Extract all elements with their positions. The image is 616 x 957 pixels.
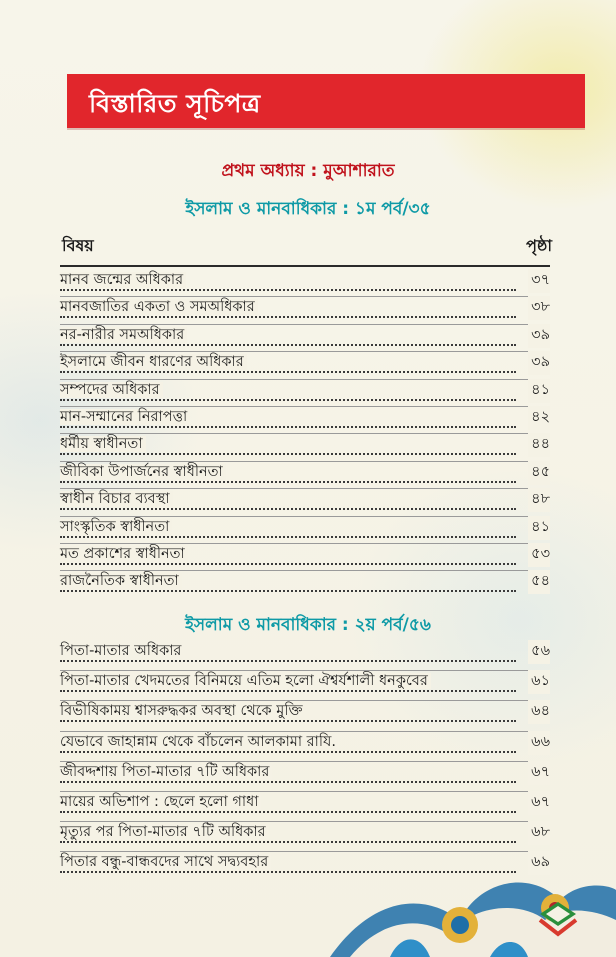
entry-title: সাংস্কৃতিক স্বাধীনতা — [60, 519, 172, 535]
entry-page-number: ৬৮ — [528, 821, 550, 845]
toc-entry — [60, 544, 550, 570]
entry-page-number: ৬৪ — [528, 700, 550, 724]
entry-title: জীবিকা উপার্জনের স্বাধীনতা — [60, 464, 226, 480]
entry-page-number: ৬৭ — [528, 791, 550, 815]
toc-entry — [60, 297, 550, 323]
toc-entry — [60, 641, 550, 667]
toc-entry — [60, 671, 550, 697]
publisher-logo — [536, 898, 580, 938]
toc-entry — [60, 701, 550, 727]
entry-page-number: ৩৭ — [528, 269, 550, 293]
entry-title: রাজনৈতিক স্বাধীনতা — [60, 573, 182, 589]
entry-title: ধর্মীয় স্বাধীনতা — [60, 436, 146, 452]
entry-page-number: ৬৭ — [528, 761, 550, 785]
toc-entry — [60, 325, 550, 351]
entry-title: মানব জন্মের অধিকার — [60, 272, 186, 288]
title-banner — [67, 74, 585, 128]
entry-title: পিতার বন্ধু-বান্ধবদের সাথে সদ্ব্যবহার — [60, 854, 271, 870]
entry-title: মত প্রকাশের স্বাধীনতা — [60, 546, 188, 562]
toc-entry — [60, 352, 550, 378]
entry-page-number: ৪১ — [528, 516, 550, 540]
entry-title: মানবজাতির একতা ও সমঅধিকার — [60, 299, 258, 315]
chapter-heading: প্রথম অধ্যায় : মুআশারাত — [221, 161, 395, 181]
toc-entry — [60, 270, 550, 296]
entry-page-number: ৪২ — [528, 406, 550, 430]
entry-page-number: ৬৯ — [528, 851, 550, 875]
entry-page-number: ৪৮ — [528, 488, 550, 512]
toc-entry — [60, 732, 550, 758]
entry-page-number: ৪৪ — [528, 433, 550, 457]
entry-title: মায়ের অভিশাপ : ছেলে হলো গাধা — [60, 794, 261, 810]
entry-title: জীবদ্দশায় পিতা-মাতার ৭টি অধিকার — [60, 764, 272, 780]
toc-entry — [60, 489, 550, 515]
entry-title: স্বাধীন বিচার ব্যবস্থা — [60, 491, 173, 507]
entry-page-number: ৩৯ — [528, 351, 550, 375]
entry-page-number: ৫৩ — [528, 543, 550, 567]
entry-page-number: ৩৮ — [528, 296, 550, 320]
entry-title: ইসলামে জীবন ধারণের অধিকার — [60, 354, 247, 370]
toc-entry — [60, 434, 550, 460]
toc-entry — [60, 822, 550, 848]
toc-entry — [60, 380, 550, 406]
entry-title: মান-সম্মানের নিরাপত্তা — [60, 409, 190, 425]
entry-title: সম্পদের অধিকার — [60, 382, 163, 398]
toc-entry — [60, 792, 550, 818]
header-rule — [60, 265, 550, 267]
entry-title: মৃত্যুর পর পিতা-মাতার ৭টি অধিকার — [60, 824, 269, 840]
subject-column-header: বিষয় — [62, 236, 94, 255]
entry-page-number: ৬৬ — [528, 731, 550, 755]
toc-entry — [60, 407, 550, 433]
part2-heading: ইসলাম ও মানবাধিকার : ২য় পর্ব/৫৬ — [185, 615, 431, 635]
page-column-header: পৃষ্ঠা — [526, 236, 552, 255]
entry-page-number: ৪১ — [528, 379, 550, 403]
toc-entry — [60, 517, 550, 543]
entry-page-number: ৩৯ — [528, 324, 550, 348]
entry-title: বিভীষিকাময় শ্বাসরুদ্ধকর অবস্থা থেকে মুক্তি — [60, 703, 306, 719]
entry-page-number: ৫৪ — [528, 570, 550, 594]
part1-heading: ইসলাম ও মানবাধিকার : ১ম পর্ব/৩৫ — [185, 199, 431, 219]
toc-entry — [60, 571, 550, 597]
entry-page-number: ৫৬ — [528, 640, 550, 664]
entry-title: পিতা-মাতার খেদমতের বিনিময়ে এতিম হলো ঐশ্বর্যশালী ধনকুবের — [60, 673, 431, 689]
entry-page-number: ৪৫ — [528, 461, 550, 485]
entry-page-number: ৬১ — [528, 670, 550, 694]
toc-entry — [60, 762, 550, 788]
toc-entry — [60, 462, 550, 488]
entry-title: পিতা-মাতার অধিকার — [60, 643, 184, 659]
entry-title: যেভাবে জাহান্নাম থেকে বাঁচলেন আলকামা রাযি. — [60, 734, 339, 750]
entry-title: নর-নারীর সমঅধিকার — [60, 327, 187, 343]
page-title: বিস্তারিত সূচিপত্র — [89, 89, 261, 118]
